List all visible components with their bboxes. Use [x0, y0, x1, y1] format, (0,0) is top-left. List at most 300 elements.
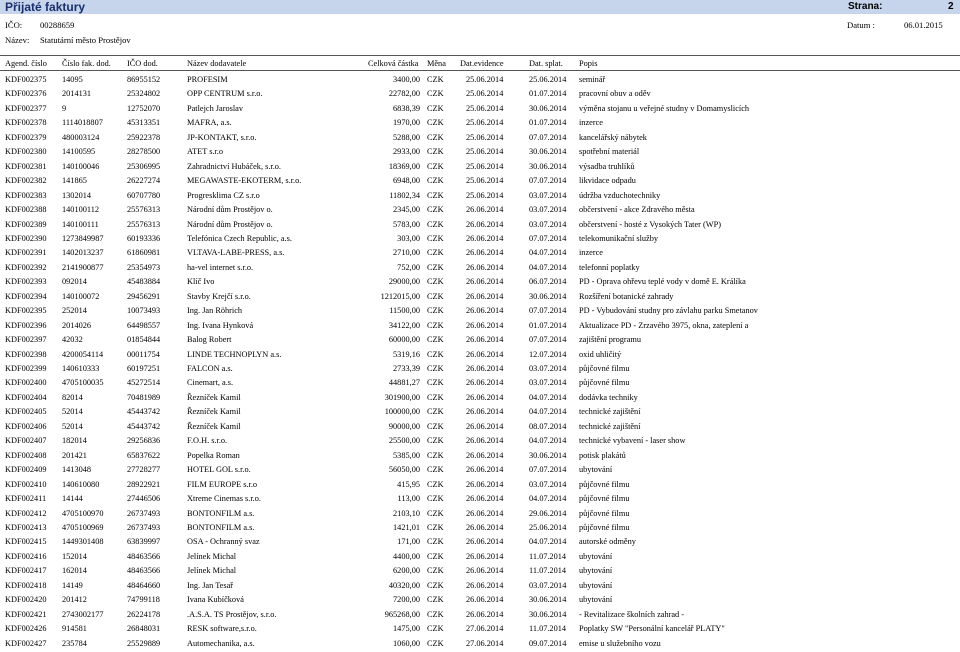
- cell-record-date: 26.06.2014: [466, 580, 504, 590]
- cell-record-date: 26.06.2014: [466, 537, 504, 547]
- cell-due-date: 07.07.2014: [529, 335, 567, 345]
- cell-supplier-ico: 00011754: [127, 349, 160, 359]
- cell-currency: CZK: [427, 364, 444, 373]
- cell-record-date: 26.06.2014: [466, 349, 504, 359]
- cell-record-date: 26.06.2014: [466, 364, 504, 373]
- cell-invoice-no: 2014131: [62, 89, 92, 99]
- cell-supplier-ico: 12752070: [127, 103, 161, 113]
- cell-amount: 5288,00: [393, 132, 420, 142]
- cell-supplier-name: Řezníček Kamil: [187, 407, 241, 417]
- cell-amount: 44881,27: [388, 378, 420, 388]
- cell-amount: 40320,00: [388, 580, 420, 590]
- cell-due-date: 04.07.2014: [529, 248, 567, 258]
- cell-invoice-no: 52014: [62, 421, 83, 431]
- cell-invoice-no: 152014: [62, 551, 87, 561]
- col-header-currency: Měna: [427, 59, 446, 68]
- cell-description: ubytování: [579, 465, 613, 475]
- cell-description: likvidace odpadu: [579, 176, 636, 186]
- page-label: Strana:: [848, 1, 883, 12]
- col-header-supplier-ico: IČO dod.: [127, 59, 158, 68]
- cell-agenda: KDF002392: [5, 262, 47, 272]
- cell-due-date: 04.07.2014: [529, 262, 567, 272]
- cell-invoice-no: 2743002177: [62, 609, 104, 619]
- cell-amount: 301900,00: [384, 392, 420, 402]
- cell-supplier-name: Stavby Krejčí s.r.o.: [187, 291, 251, 301]
- cell-invoice-no: 092014: [62, 277, 87, 287]
- cell-due-date: 03.07.2014: [529, 205, 567, 215]
- cell-invoice-no: 201421: [62, 450, 87, 460]
- cell-supplier-ico: 25324802: [127, 89, 161, 99]
- cell-agenda: KDF002405: [5, 407, 47, 417]
- cell-description: autorské odměny: [579, 537, 636, 547]
- cell-due-date: 04.07.2014: [529, 436, 567, 446]
- cell-due-date: 03.07.2014: [529, 580, 567, 590]
- cell-currency: CZK: [427, 566, 444, 576]
- cell-supplier-ico: 86955152: [127, 75, 161, 84]
- cell-supplier-ico: 26227274: [127, 176, 161, 186]
- table-row: [0, 635, 960, 652]
- cell-invoice-no: 1114018807: [62, 118, 103, 128]
- cell-amount: 752,00: [397, 262, 420, 272]
- cell-amount: 56050,00: [388, 465, 420, 475]
- cell-agenda: KDF002397: [5, 335, 47, 345]
- cell-due-date: 07.07.2014: [529, 306, 567, 316]
- cell-currency: CZK: [427, 147, 444, 157]
- cell-description: seminář: [579, 75, 606, 84]
- cell-agenda: KDF002404: [5, 392, 47, 402]
- cell-amount: 415,95: [397, 479, 420, 489]
- cell-description: údržba vzduchotechniky: [579, 190, 661, 200]
- cell-amount: 2103,10: [393, 508, 420, 518]
- cell-currency: CZK: [427, 190, 444, 200]
- cell-supplier-ico: 70481989: [127, 392, 161, 402]
- cell-supplier-name: Popelka Roman: [187, 450, 240, 460]
- cell-supplier-ico: 45443742: [127, 407, 161, 417]
- cell-agenda: KDF002426: [5, 624, 47, 634]
- cell-record-date: 26.06.2014: [466, 407, 504, 417]
- cell-supplier-ico: 01854844: [127, 335, 161, 345]
- cell-supplier-name: OPP CENTRUM s.r.o.: [187, 89, 263, 99]
- cell-record-date: 26.06.2014: [466, 306, 504, 316]
- cell-invoice-no: 140100112: [62, 205, 100, 215]
- cell-invoice-no: 1273849987: [62, 233, 104, 243]
- cell-supplier-name: Telefónica Czech Republic, a.s.: [187, 233, 292, 243]
- cell-currency: CZK: [427, 407, 444, 417]
- cell-agenda: KDF002400: [5, 378, 47, 388]
- cell-amount: 100000,00: [384, 407, 420, 417]
- cell-record-date: 26.06.2014: [466, 421, 504, 431]
- cell-agenda: KDF002389: [5, 219, 47, 229]
- cell-agenda: KDF002398: [5, 349, 47, 359]
- col-header-due-date: Dat. splat.: [529, 59, 563, 68]
- cell-currency: CZK: [427, 479, 444, 489]
- cell-agenda: KDF002378: [5, 118, 47, 128]
- cell-supplier-ico: 60197251: [127, 364, 161, 373]
- cell-invoice-no: 235784: [62, 638, 87, 648]
- cell-supplier-ico: 45483884: [127, 277, 161, 287]
- cell-agenda: KDF002399: [5, 364, 47, 373]
- cell-agenda: KDF002381: [5, 161, 47, 171]
- cell-supplier-name: ha-vel internet s.r.o.: [187, 262, 254, 272]
- cell-supplier-ico: 64498557: [127, 320, 161, 330]
- cell-record-date: 26.06.2014: [466, 595, 504, 605]
- cell-currency: CZK: [427, 580, 444, 590]
- cell-due-date: 07.07.2014: [529, 465, 567, 475]
- cell-amount: 2733,39: [393, 364, 420, 373]
- cell-invoice-no: 14144: [62, 494, 83, 504]
- cell-record-date: 26.06.2014: [466, 219, 504, 229]
- cell-supplier-name: Národní dům Prostějov o.: [187, 219, 273, 229]
- cell-supplier-ico: 45313351: [127, 118, 161, 128]
- cell-record-date: 26.06.2014: [466, 566, 504, 576]
- cell-description: pracovní obuv a oděv: [579, 89, 651, 99]
- cell-amount: 25500,00: [388, 436, 420, 446]
- cell-agenda: KDF002394: [5, 291, 47, 301]
- cell-due-date: 07.07.2014: [529, 176, 567, 186]
- page-number: 2: [948, 1, 954, 12]
- cell-description: telekomunikační služby: [579, 233, 659, 243]
- cell-supplier-name: Ivana Kubíčková: [187, 595, 244, 605]
- cell-invoice-no: 1413048: [62, 465, 92, 475]
- cell-supplier-name: JP-KONTAKT, s.r.o.: [187, 132, 257, 142]
- cell-due-date: 09.07.2014: [529, 638, 567, 648]
- cell-supplier-ico: 45443742: [127, 421, 161, 431]
- cell-currency: CZK: [427, 219, 444, 229]
- cell-invoice-no: 140610080: [62, 479, 100, 489]
- cell-amount: 5385,00: [393, 450, 420, 460]
- cell-currency: CZK: [427, 233, 444, 243]
- cell-supplier-name: VLTAVA-LABE-PRESS, a.s.: [187, 248, 285, 258]
- col-header-record-date: Dat.evidence: [460, 59, 504, 68]
- cell-due-date: 30.06.2014: [529, 450, 567, 460]
- ico-label: IČO:: [5, 20, 23, 30]
- cell-invoice-no: 1449301408: [62, 537, 104, 547]
- cell-supplier-name: Řezníček Kamil: [187, 392, 241, 402]
- cell-description: potisk plakátů: [579, 450, 626, 460]
- cell-invoice-no: 14095: [62, 75, 83, 84]
- cell-due-date: 03.07.2014: [529, 378, 567, 388]
- cell-record-date: 26.06.2014: [466, 551, 504, 561]
- cell-description: inzerce: [579, 118, 603, 128]
- cell-amount: 1212015,00: [380, 291, 420, 301]
- cell-currency: CZK: [427, 176, 444, 186]
- cell-description: ubytování: [579, 580, 613, 590]
- cell-record-date: 26.06.2014: [466, 205, 504, 215]
- cell-invoice-no: 1402013237: [62, 248, 104, 258]
- cell-description: občerstvení - akce Zdravého města: [579, 205, 695, 215]
- cell-description: PD - Oprava ohřevu teplé vody v domě E. Králíka: [579, 277, 746, 287]
- cell-agenda: KDF002396: [5, 320, 47, 330]
- cell-description: - Revitalizace školních zahrad -: [579, 609, 685, 619]
- cell-amount: 2933,00: [393, 147, 420, 157]
- cell-currency: CZK: [427, 262, 444, 272]
- cell-due-date: 30.06.2014: [529, 595, 567, 605]
- cell-supplier-name: Zahradnictví Hubáček, s.r.o.: [187, 161, 282, 171]
- cell-supplier-name: Jelínek Michal: [187, 551, 237, 561]
- cell-supplier-name: MEGAWASTE-EKOTERM, s.r.o.: [187, 176, 302, 186]
- cell-description: půjčovné filmu: [579, 522, 630, 532]
- cell-due-date: 07.07.2014: [529, 132, 567, 142]
- cell-currency: CZK: [427, 624, 444, 634]
- cell-supplier-ico: 26737493: [127, 508, 161, 518]
- cell-currency: CZK: [427, 89, 444, 99]
- cell-description: půjčovné filmu: [579, 479, 630, 489]
- col-header-description: Popis: [579, 59, 598, 68]
- cell-supplier-ico: 26848031: [127, 624, 161, 634]
- cell-amount: 113,00: [397, 494, 420, 504]
- cell-due-date: 11.07.2014: [529, 624, 567, 634]
- cell-currency: CZK: [427, 132, 444, 142]
- cell-due-date: 25.06.2014: [529, 522, 567, 532]
- cell-amount: 303,00: [397, 233, 420, 243]
- cell-supplier-name: FALCON a.s.: [187, 364, 233, 373]
- cell-supplier-name: MAFRA, a.s.: [187, 118, 232, 128]
- cell-supplier-ico: 63839997: [127, 537, 161, 547]
- cell-agenda: KDF002421: [5, 609, 47, 619]
- cell-due-date: 01.07.2014: [529, 320, 567, 330]
- cell-due-date: 01.07.2014: [529, 89, 567, 99]
- cell-currency: CZK: [427, 508, 444, 518]
- cell-description: Poplatky SW "Personální kancelář PLATY": [579, 624, 725, 634]
- cell-currency: CZK: [427, 277, 444, 287]
- cell-currency: CZK: [427, 522, 444, 532]
- cell-currency: CZK: [427, 161, 444, 171]
- cell-agenda: KDF002391: [5, 248, 47, 258]
- date-label: Datum :: [847, 20, 875, 30]
- cell-supplier-name: Automechanika, a.s.: [187, 638, 255, 648]
- cell-agenda: KDF002382: [5, 176, 47, 186]
- cell-record-date: 26.06.2014: [466, 320, 504, 330]
- cell-supplier-name: Patlejch Jaroslav: [187, 103, 243, 113]
- cell-supplier-name: Ing. Ivana Hynková: [187, 320, 254, 330]
- cell-amount: 90000,00: [388, 421, 420, 431]
- cell-currency: CZK: [427, 609, 444, 619]
- cell-amount: 11802,34: [389, 190, 420, 200]
- cell-invoice-no: 52014: [62, 407, 83, 417]
- cell-supplier-name: OSA - Ochranný svaz: [187, 537, 260, 547]
- cell-record-date: 25.06.2014: [466, 161, 504, 171]
- cell-supplier-ico: 28278500: [127, 147, 161, 157]
- cell-amount: 2345,00: [393, 205, 420, 215]
- cell-due-date: 04.07.2014: [529, 392, 567, 402]
- cell-agenda: KDF002418: [5, 580, 47, 590]
- cell-amount: 18369,00: [388, 161, 420, 171]
- cell-supplier-name: Progresklima CZ s.r.o: [187, 190, 260, 200]
- cell-due-date: 30.06.2014: [529, 609, 567, 619]
- cell-agenda: KDF002388: [5, 205, 47, 215]
- cell-amount: 1060,00: [393, 638, 420, 648]
- cell-invoice-no: 2141900877: [62, 262, 104, 272]
- ico-value: 00288659: [40, 20, 75, 30]
- cell-supplier-ico: 28922921: [127, 479, 161, 489]
- header-top-rule: [0, 55, 960, 56]
- cell-invoice-no: 4705100969: [62, 522, 104, 532]
- col-header-invoice-no: Číslo fak. dod.: [62, 59, 111, 68]
- cell-amount: 6838,39: [393, 103, 420, 113]
- cell-currency: CZK: [427, 595, 444, 605]
- cell-supplier-ico: 48464660: [127, 580, 161, 590]
- cell-agenda: KDF002417: [5, 566, 47, 576]
- cell-amount: 2710,00: [393, 248, 420, 258]
- cell-supplier-name: Národní dům Prostějov o.: [187, 205, 273, 215]
- cell-record-date: 25.06.2014: [466, 190, 504, 200]
- cell-supplier-ico: 25306995: [127, 161, 161, 171]
- cell-supplier-ico: 27446506: [127, 494, 161, 504]
- cell-currency: CZK: [427, 537, 444, 547]
- title-bar: [0, 0, 960, 14]
- cell-supplier-name: Řezníček Kamil: [187, 421, 241, 431]
- date-value: 06.01.2015: [904, 20, 943, 30]
- cell-amount: 5783,00: [393, 219, 420, 229]
- cell-record-date: 27.06.2014: [466, 624, 504, 634]
- cell-agenda: KDF002379: [5, 132, 47, 142]
- cell-invoice-no: 9: [62, 103, 67, 113]
- cell-amount: 965268,00: [384, 609, 420, 619]
- cell-supplier-name: ATET s.r.o: [187, 147, 224, 157]
- cell-currency: CZK: [427, 378, 444, 388]
- cell-invoice-no: 914581: [62, 624, 87, 634]
- cell-supplier-ico: 26224178: [127, 609, 161, 619]
- cell-due-date: 07.07.2014: [529, 233, 567, 243]
- cell-currency: CZK: [427, 450, 444, 460]
- cell-invoice-no: 140100111: [62, 219, 99, 229]
- cell-amount: 11500,00: [389, 306, 420, 316]
- cell-supplier-ico: 61860981: [127, 248, 161, 258]
- cell-agenda: KDF002409: [5, 465, 47, 475]
- cell-supplier-name: HOTEL GOL s.r.o.: [187, 465, 251, 475]
- cell-due-date: 06.07.2014: [529, 277, 567, 287]
- cell-description: ubytování: [579, 566, 613, 576]
- cell-supplier-ico: 60707780: [127, 190, 161, 200]
- cell-currency: CZK: [427, 335, 444, 345]
- cell-due-date: 08.07.2014: [529, 421, 567, 431]
- cell-agenda: KDF002380: [5, 147, 47, 157]
- cell-description: spotřební materiál: [579, 147, 640, 157]
- cell-record-date: 25.06.2014: [466, 132, 504, 142]
- cell-supplier-ico: 25354973: [127, 262, 161, 272]
- cell-amount: 34122,00: [388, 320, 420, 330]
- cell-currency: CZK: [427, 248, 444, 258]
- cell-agenda: KDF002408: [5, 450, 47, 460]
- cell-agenda: KDF002416: [5, 551, 47, 561]
- cell-supplier-ico: 25576313: [127, 205, 161, 215]
- cell-currency: CZK: [427, 421, 444, 431]
- cell-record-date: 26.06.2014: [466, 522, 504, 532]
- cell-description: PD - Vybudování studny pro závlahu parku Smetanov: [579, 306, 758, 316]
- cell-description: půjčovné filmu: [579, 364, 630, 373]
- cell-description: občerstvení - hosté z Vysokých Tater (WP): [579, 219, 721, 229]
- cell-supplier-name: FILM EUROPE s.r.o: [187, 479, 258, 489]
- cell-due-date: 04.07.2014: [529, 407, 567, 417]
- cell-supplier-ico: 48463566: [127, 566, 161, 576]
- cell-record-date: 26.06.2014: [466, 392, 504, 402]
- cell-currency: CZK: [427, 436, 444, 446]
- cell-description: výsadba truhlíků: [579, 161, 635, 171]
- cell-description: výměna stojanu u veřejné studny v Domamyslicích: [579, 103, 750, 113]
- cell-supplier-name: Cinemart, a.s.: [187, 378, 234, 388]
- cell-invoice-no: 140100046: [62, 161, 100, 171]
- cell-amount: 4400,00: [393, 551, 420, 561]
- cell-agenda: KDF002415: [5, 537, 47, 547]
- cell-amount: 1970,00: [393, 118, 420, 128]
- cell-record-date: 25.06.2014: [466, 176, 504, 186]
- cell-agenda: KDF002390: [5, 233, 47, 243]
- cell-currency: CZK: [427, 205, 444, 215]
- cell-due-date: 30.06.2014: [529, 161, 567, 171]
- cell-agenda: KDF002427: [5, 638, 47, 648]
- cell-supplier-name: Xtreme Cinemas s.r.o.: [187, 494, 261, 504]
- cell-description: půjčovné filmu: [579, 494, 630, 504]
- cell-supplier-name: Ing. Jan Tesař: [187, 580, 234, 590]
- cell-agenda: KDF002393: [5, 277, 47, 287]
- cell-description: technické zajištění: [579, 407, 641, 417]
- cell-invoice-no: 14100595: [62, 147, 96, 157]
- cell-amount: 29000,00: [388, 277, 420, 287]
- cell-invoice-no: 4200054114: [62, 349, 104, 359]
- cell-due-date: 01.07.2014: [529, 118, 567, 128]
- cell-description: oxid uhličitý: [579, 349, 622, 359]
- cell-supplier-name: Balog Robert: [187, 335, 232, 345]
- cell-supplier-ico: 25576313: [127, 219, 161, 229]
- cell-agenda: KDF002413: [5, 522, 47, 532]
- cell-record-date: 25.06.2014: [466, 118, 504, 128]
- cell-due-date: 03.07.2014: [529, 190, 567, 200]
- cell-description: zajištění programu: [579, 335, 641, 345]
- col-header-supplier-name: Název dodavatele: [187, 59, 247, 68]
- cell-description: telefonní poplatky: [579, 262, 640, 272]
- cell-currency: CZK: [427, 103, 444, 113]
- cell-description: emise u služebního vozu: [579, 638, 661, 648]
- cell-agenda: KDF002395: [5, 306, 47, 316]
- cell-agenda: KDF002407: [5, 436, 47, 446]
- cell-due-date: 25.06.2014: [529, 75, 567, 84]
- cell-currency: CZK: [427, 638, 444, 648]
- cell-due-date: 04.07.2014: [529, 537, 567, 547]
- cell-record-date: 25.06.2014: [466, 103, 504, 113]
- cell-currency: CZK: [427, 551, 444, 561]
- cell-invoice-no: 82014: [62, 392, 83, 402]
- cell-description: ubytování: [579, 595, 613, 605]
- cell-invoice-no: 201412: [62, 595, 87, 605]
- cell-due-date: 11.07.2014: [529, 566, 567, 576]
- cell-due-date: 30.06.2014: [529, 103, 567, 113]
- cell-currency: CZK: [427, 494, 444, 504]
- cell-agenda: KDF002406: [5, 421, 47, 431]
- cell-invoice-no: 4705100970: [62, 508, 104, 518]
- cell-supplier-ico: 25529889: [127, 638, 161, 648]
- cell-description: technické zajištění: [579, 421, 641, 431]
- cell-supplier-ico: 45272514: [127, 378, 161, 388]
- cell-currency: CZK: [427, 320, 444, 330]
- cell-supplier-ico: 65837622: [127, 450, 161, 460]
- cell-record-date: 26.06.2014: [466, 233, 504, 243]
- col-header-amount: Celková částka: [368, 59, 419, 68]
- cell-description: půjčovné filmu: [579, 508, 630, 518]
- cell-due-date: 11.07.2014: [529, 551, 567, 561]
- cell-record-date: 27.06.2014: [466, 638, 504, 648]
- cell-record-date: 26.06.2014: [466, 436, 504, 446]
- cell-due-date: 30.06.2014: [529, 147, 567, 157]
- cell-amount: 5319,16: [393, 349, 420, 359]
- cell-invoice-no: 140610333: [62, 364, 100, 373]
- cell-amount: 1421,01: [393, 522, 420, 532]
- cell-invoice-no: 2014026: [62, 320, 92, 330]
- cell-invoice-no: 140100072: [62, 291, 100, 301]
- cell-supplier-name: LINDE TECHNOPLYN a.s.: [187, 349, 282, 359]
- name-value: Statutární město Prostějov: [40, 35, 131, 45]
- cell-record-date: 26.06.2014: [466, 262, 504, 272]
- cell-due-date: 30.06.2014: [529, 291, 567, 301]
